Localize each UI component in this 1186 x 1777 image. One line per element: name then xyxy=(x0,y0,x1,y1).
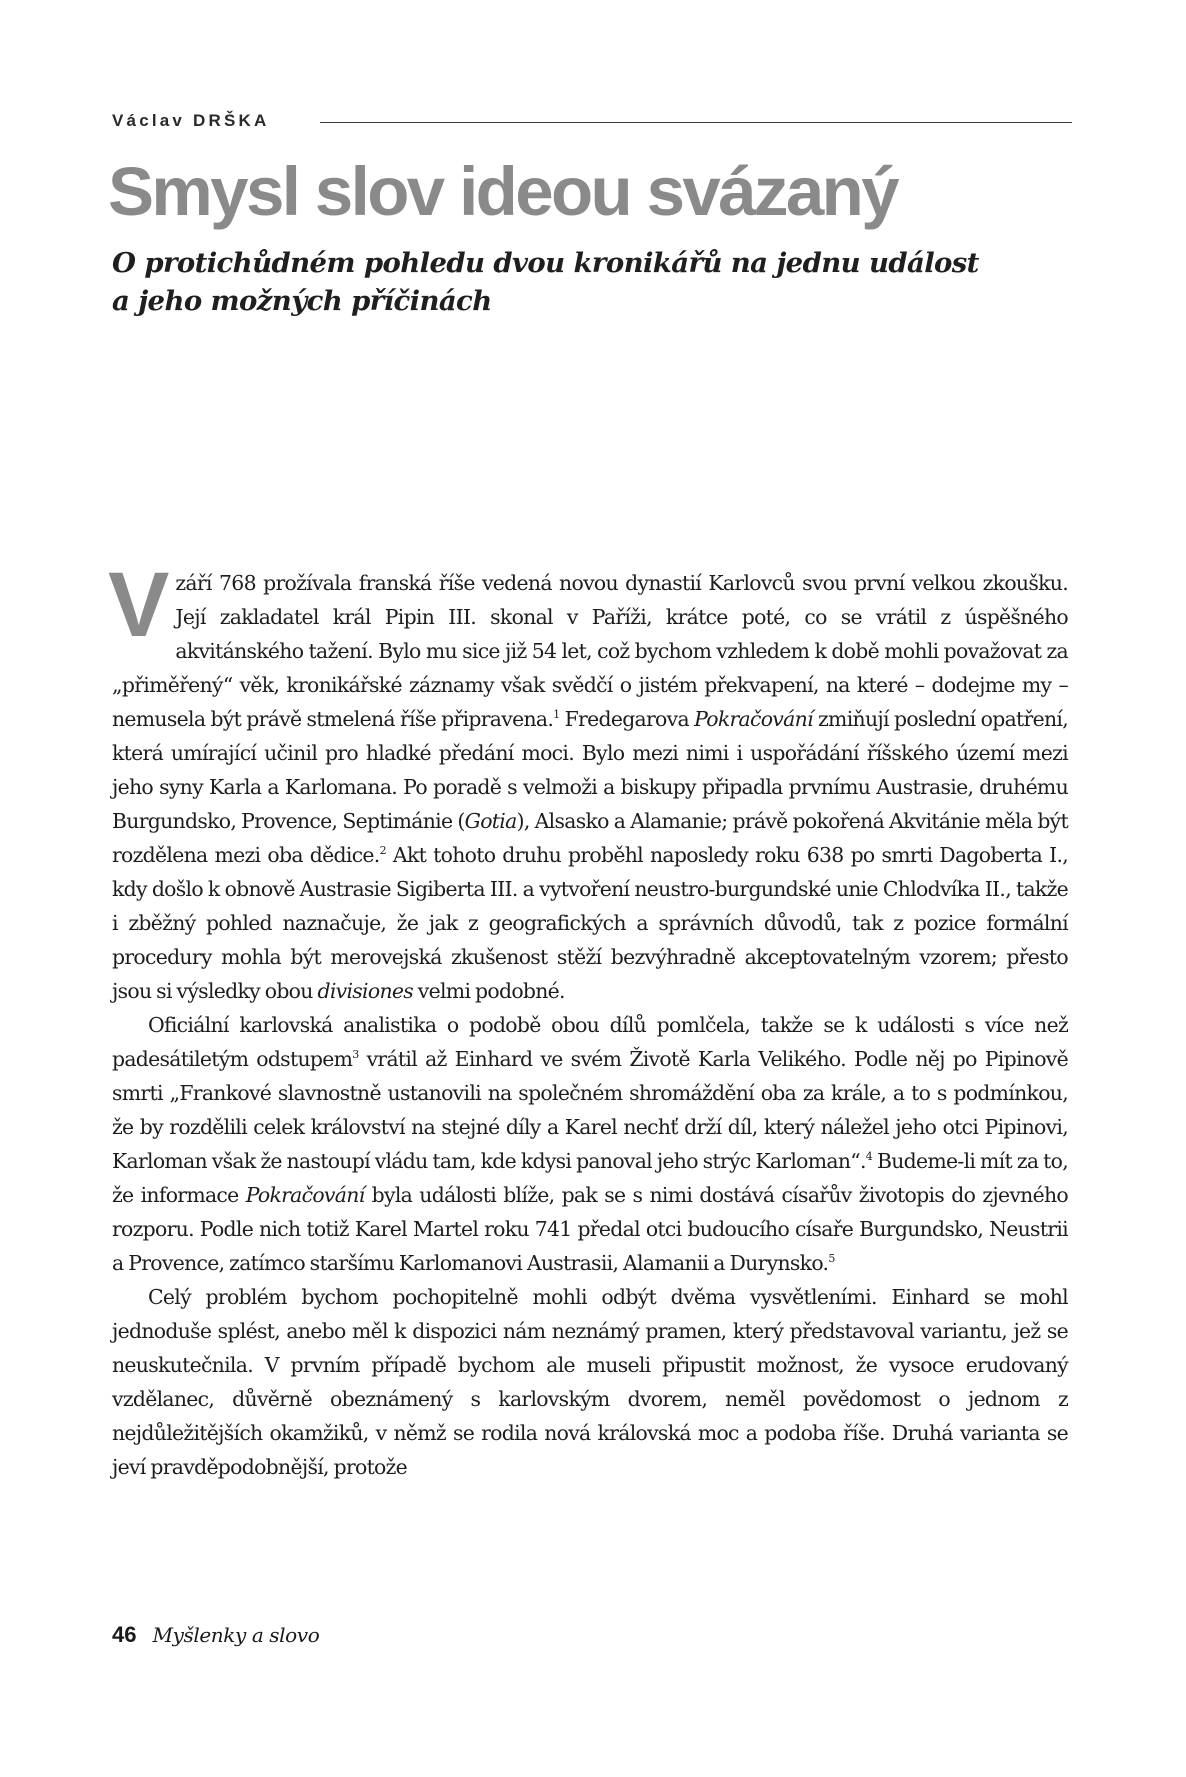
text-run: září 768 prožívala franská říše vedená novou dynastií Karlovců svou první velkou zkoušku. Její zakladatel král Pipin III. skonal v Paříži, krátce poté, co se vrátil z úspěšného akvitánského tažení. Bylo mu sice již 54 let, což bychom vzhledem k době mohli považovat za „přiměřený“ věk, kronikářské záznamy však svědčí o jistém překvapení, na které – dodejme my – nemusela být právě stmelená říše připravena. xyxy=(112,571,1068,731)
footnote-ref-3: 3 xyxy=(352,1048,359,1061)
drop-cap: V xyxy=(108,554,170,656)
author-name: Václav DRŠKA xyxy=(112,111,270,130)
footnote-ref-5: 5 xyxy=(828,1252,835,1265)
paragraph-3 xyxy=(112,1280,1068,1484)
italic-term: Pokračování xyxy=(694,707,813,731)
text-run: Fredegarova xyxy=(559,707,695,731)
subtitle-line-2: a jeho možných příčinách xyxy=(112,285,492,317)
subtitle-line-1: O protichůdném pohledu dvou kronikářů na jednu událost xyxy=(112,247,979,279)
page-footer xyxy=(112,1622,612,1658)
footnote-ref-4: 4 xyxy=(865,1150,873,1163)
italic-term: Pokračování xyxy=(245,1183,365,1207)
journal-name: Myšlenky a slovo xyxy=(152,1623,320,1647)
paragraph-1 xyxy=(108,554,1069,1008)
text-run: Celý problém bychom pochopitelně mohli odbýt dvěma vysvětleními. Einhard se mohl jednoduše splést, anebo měl k dispozici nám neznámý pramen, který představoval variantu, jež se neuskutečnila. V prvním případě bychom ale museli připustit možnost, že vysoce erudovaný vzdělanec, důvěrně obeznámený s karlovským dvorem, neměl povědomost o jednom z nejdůležitějších okamžiků, v němž se rodila nová královská moc a podoba říše. Druhá varianta se jeví pravděpodobnější, protože xyxy=(112,1285,1068,1479)
text-run: zmiňují poslední opatření, která umírající učinil pro hladké předání moci. Bylo mezi nimi i uspořádání říšského území mezi jeho syny Karla a Karlomana. Po poradě s velmoži a biskupy připadla prvnímu Austrasie, druhému Burgundsko, Provence, Septimánie ( xyxy=(112,707,1068,833)
paragraph-2 xyxy=(112,1008,1068,1280)
article-title: Smysl slov ideou svázaný xyxy=(108,153,897,230)
text-run: byla události blíže, pak se s nimi dostává císařův životopis do zjevného rozporu. Podle nich totiž Karel Martel roku 741 předal otci budoucího císaře Burgundsko, Neustrii a Provence, zatímco staršímu Karlomanovi Austrasii, Alamanii a Durynsko. xyxy=(112,1183,1068,1275)
header-rule xyxy=(320,122,1072,123)
article-body xyxy=(108,554,1069,1484)
text-run: vrátil až Einhard ve svém Životě Karla Velikého. Podle něj po Pipinově smrti „Frankové slavnostně ustanovili na společném shromáždění oba za krále, a to s podmínkou, že by rozdělili celek království na stejné díly a Karel nechť drží díl, který náležel jeho otci Pipinovi, Karloman však že nastoupí vládu tam, kde kdysi panoval jeho strýc Karloman“. xyxy=(112,1047,1068,1173)
article-subtitle xyxy=(112,244,1072,320)
text-run: ), Alsasko a Alamanie; právě pokořená Akvitánie měla být rozdělena mezi oba dědice. xyxy=(112,809,1068,867)
text-run: Budeme-li mít za to, že informace xyxy=(112,1149,1069,1207)
text-run: Oficiální karlovská analistika o podobě obou dílů pomlčela, takže se k události s více než padesátiletým odstupem xyxy=(112,1013,1068,1071)
text-run: velmi podobné. xyxy=(413,979,565,1003)
page-number: 46 xyxy=(112,1622,137,1647)
text-run: Akt tohoto druhu proběhl naposledy roku 638 po smrti Dagoberta I., kdy došlo k obnově Austrasie Sigiberta III. a vytvoření neustro-burgundské unie Chlodvíka II., takže i zběžný pohled naznačuje, že jak z geografických a správních důvodů, tak z pozice formální procedury mohla být merovejská zkušenost stěží bezvýhradně akceptovatelným vzorem; přesto jsou si výsledky obou xyxy=(112,843,1069,1003)
italic-term: divisiones xyxy=(317,979,414,1003)
italic-term: Gotia xyxy=(464,809,517,833)
footnote-ref-2: 2 xyxy=(379,844,386,857)
footnote-ref-1: 1 xyxy=(553,708,560,721)
running-header xyxy=(112,108,1072,134)
